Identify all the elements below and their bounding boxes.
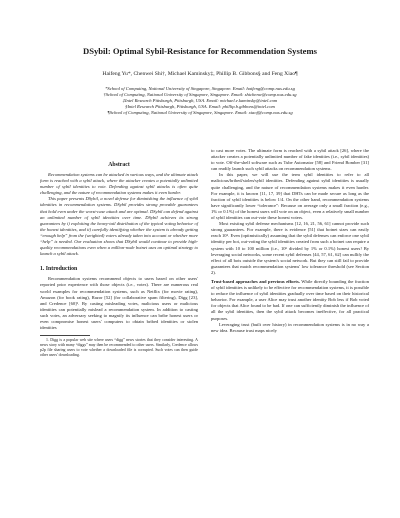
subsection-text: While directly bounding the fraction of sybil identities is unlikely to be effective for recommendation systems, it is possible to reduce the influence of sybil identities gradually over time based on their historical behavior. For example, a user Alice may trust another identity Bob less if Bob voted for objects that Alice found to be bad. If one can sufficiently diminish the influence of all the sybil identities, then the sybil attack becomes ineffective, for all practical purposes. [211,278,369,321]
body-paragraph: Leveraging trust (built over history) in recommendation systems is in no way a new idea. Because trust maps nicely [211,321,369,333]
paper-title: DSybil: Optimal Sybil-Resistance for Recommendation Systems [82,46,318,56]
introduction-paragraph: Recommendation systems recommend objects to users based on other users' reported prior experience with those objects (i.e., votes). There are numerous real world examples for recommendation systems, such as Netflix (for movie rating), Amazon (for book rating), Razor [52] (for collaborative spam filtering), Digg [23], and Credence [60]¹. By casting misleading votes, malicious users or malicious identities can potentially mislead a recommendation system. In addition to casting such votes, an adversary seeking to magnify its influence can bribe honest users or even compromise honest users' computers to obtain bribed identities or stolen identities [40,276,198,331]
affiliation-2: †School of Computing, National University of Singapore, Singapore. Email: shichenw@comp.nus.edu.sg [103,92,297,98]
body-paragraph: Most existing sybil defense mechanisms [12, 16, 21, 56, 61] cannot provide such strong guarantees. For example, there is evidence [51] that botnet sizes can easily reach 10⁶. Even (optimistically) assuming that the sybil defenses can enforce one sybil identity per bot, out-voting the sybil identities created from such a botnet can require a system with 10 to 100 million (i.e., 10⁶ divided by 1% or 0.1%) honest users! By leveraging social networks, some recent sybil defenses [44, 57, 61, 62] can nullify the effect of all bots outside the system's social network. But they can still fail to provide guarantees that match recommendation systems' low tolerance threshold (see Section 2). [211,221,369,275]
abstract-heading: Abstract [108,162,130,168]
affiliation-1: *School of Computing, National University of Singapore, Singapore. Email: haifeng@comp.nus.edu.sg [105,86,295,91]
footnote-divider [40,335,90,336]
affiliation-5: ¶School of Computing, National University of Singapore, Singapore. Email: xiaof@comp.nus.edu.sg [107,110,293,116]
left-column [40,161,198,358]
subsection-heading: Trust-based approaches and previous efforts. [211,278,300,284]
affiliation-list [40,86,360,116]
subsection-paragraph [211,279,369,322]
abstract-paragraph: Recommendation systems can be attacked in various ways, and the ultimate attack form is reached with a sybil attack, where the attacker creates a potentially unlimited number of sybil identities to vote. Defending against sybil attacks is often quite challenging, and the nature of recommendation systems makes it even harder. [40,172,199,196]
abstract-paragraph: This paper presents DSybil, a novel defense for diminishing the influence of sybil identities in recommendation systems. DSybil provides strong provable guarantees that hold even under the worst-case attack and are optimal. DSybil can defend against an unlimited number of sybil identities over time. DSybil achieves its strong guarantees by i) exploiting the heavy-tail distribution of the typical voting behavior of the honest identities, and ii) carefully identifying whether the system is already getting “enough help” from the (weighted) voters already taken into account or whether more “help” is needed. Our evaluation shows that DSybil would continue to provide high-quality recommendations even when a million-node botnet uses an optimal strategy to launch a sybil attack. [40,196,198,257]
introduction-heading: 1. Introduction [40,266,78,273]
body-paragraph: to cast more votes. The ultimate form is reached with a sybil attack [26], where the attacker creates a potentially unlimited number of fake identities (i.e., sybil identities) to vote. Off-the-shelf software such as Tube Automator [58] and Friend Bomber [31] can readily launch such sybil attacks on recommendation systems. [211,148,369,172]
affiliation-3: ‡Intel Research Pittsburgh, Pittsburgh, USA. Email: michael.e.kaminsky@intel.com [122,98,278,104]
footnote: 1. Digg is a popular web site where users “digg” news stories that they consider interesting. A news story with many “diggs” may then be recommended to other users. Similarly, Credence allows p2p file sharing users to vote whether a downloaded file is corrupted. Such votes can then guide other users' downloading. [40,338,198,358]
body-paragraph: In this paper, we will use the term sybil identities to refer to all malicious/bribed/stolen/sybil identities. Defending against sybil identities is usually quite challenging, and the nature of recommendation systems makes it even harder. For example, it is known [11, 17, 39] that DHTs can be made secure as long as the fraction of sybil identities is below 1/4. On the other hand, recommendation systems have significantly lower “tolerance”: Because on average only a small fraction (e.g., 1% or 0.1%) of the honest users will vote on an object, even a relatively small number of sybil identities can out-vote these honest voters. [211,172,369,221]
right-column [211,148,369,334]
author-list: Haifeng Yu*, Chenwei Shi†, Michael Kaminsky‡, Phillip B. Gibbons§ and Feng Xiao¶ [102,71,298,77]
affiliation-4: §Intel Research Pittsburgh, Pittsburgh, USA. Email: phillip.b.gibbons@intel.com [125,104,275,110]
